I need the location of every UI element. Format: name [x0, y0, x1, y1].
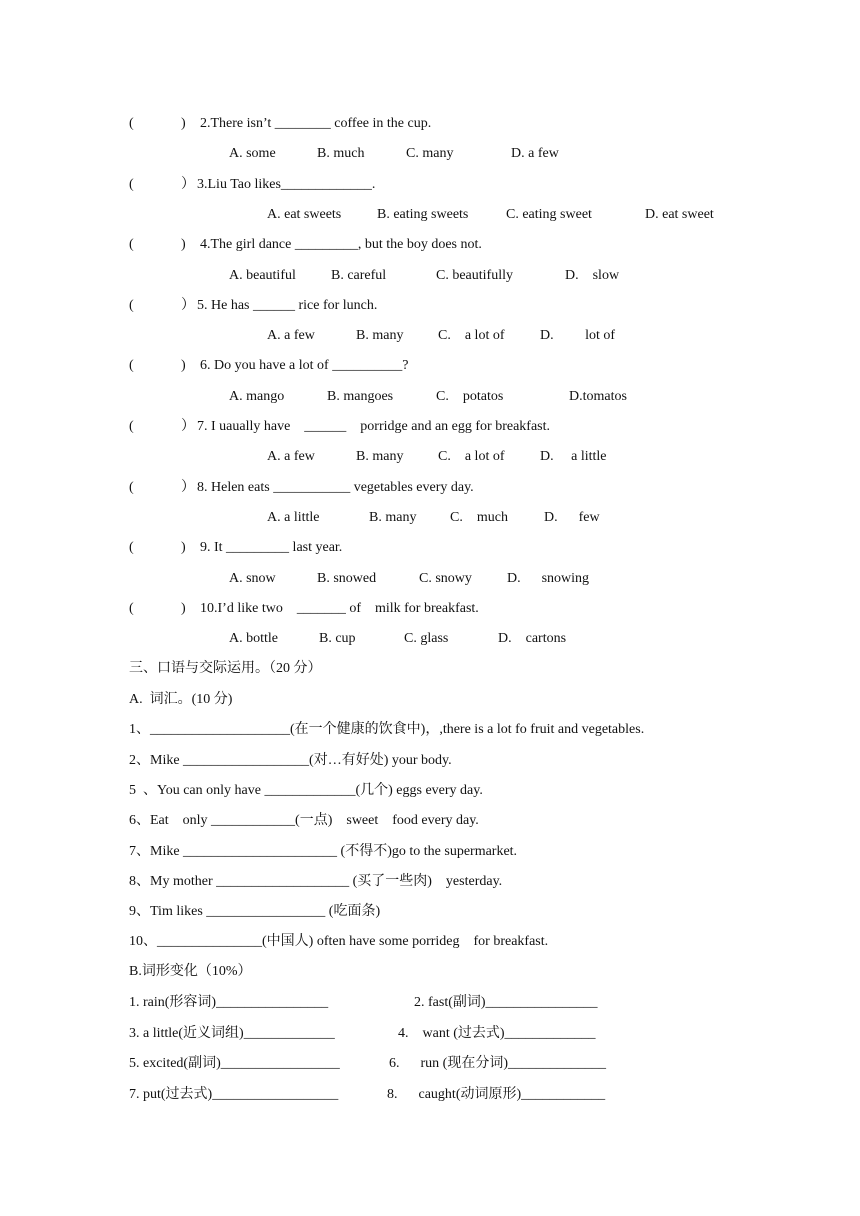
wordform-item: 4. want (过去式)_____________ [398, 1026, 596, 1041]
option: C. a lot of [438, 328, 505, 343]
option: D. cartons [498, 631, 567, 646]
option: C. many [406, 146, 454, 161]
option: A. a few [267, 449, 315, 464]
option: C. beautifully [436, 268, 513, 283]
option: B. careful [331, 268, 387, 283]
option: D. slow [565, 268, 620, 283]
option: D. few [544, 510, 600, 525]
option: B. many [356, 328, 404, 343]
question-stem: 6. Do you have a lot of __________? [200, 358, 409, 373]
vocab-item: 2、Mike __________________(对…有好处) your body. [129, 753, 452, 768]
answer-paren-open: ( [129, 419, 134, 434]
question-stem: 4.The girl dance _________, but the boy does not. [200, 237, 482, 252]
wordform-item: 2. fast(副词)________________ [414, 995, 598, 1010]
option: B. much [317, 146, 365, 161]
answer-paren-open: ( [129, 237, 134, 252]
option: A. a little [267, 510, 320, 525]
option: C. potatos [436, 389, 504, 404]
question-stem: 7. I uaually have ______ porridge and an egg for breakfast. [197, 419, 550, 434]
option: C. eating sweet [506, 207, 592, 222]
wordform-item: 3. a little(近义词组)_____________ [129, 1026, 335, 1041]
option: A. eat sweets [267, 207, 342, 222]
vocab-item: 9、Tim likes _________________ (吃面条) [129, 904, 381, 919]
answer-paren-open: ( [129, 177, 134, 192]
vocab-item: 1、____________________(在一个健康的饮食中)，,there is a lot fo fruit and vegetables. [129, 722, 645, 737]
question-stem: 5. He has ______ rice for lunch. [197, 298, 378, 313]
option: C. snowy [419, 571, 472, 586]
wordform-item: 6. run (现在分词)______________ [389, 1056, 606, 1071]
option: B. eating sweets [377, 207, 469, 222]
option: D. eat sweet [645, 207, 714, 222]
answer-paren-open: ( [129, 480, 134, 495]
answer-paren-close: ) [181, 358, 186, 373]
wordform-item: 1. rain(形容词)________________ [129, 995, 329, 1010]
option: A. a few [267, 328, 315, 343]
answer-paren-close: ) [181, 601, 186, 616]
option: A. some [229, 146, 276, 161]
part-b-title: B.词形变化（10%） [129, 964, 252, 979]
part-a-title: A. 词汇。(10 分) [129, 692, 233, 707]
wordform-item: 5. excited(副词)_________________ [129, 1056, 340, 1071]
vocab-item: 5 、You can only have _____________(几个) eggs every day. [129, 783, 483, 798]
question-stem: 9. It _________ last year. [200, 540, 343, 555]
answer-paren-open: ( [129, 358, 134, 373]
option: B. mangoes [327, 389, 394, 404]
answer-paren-close: ) [181, 540, 186, 555]
option: D. lot of [540, 328, 616, 343]
option: B. cup [319, 631, 356, 646]
vocab-item: 8、My mother ___________________ (买了一些肉) yesterday. [129, 874, 503, 889]
question-stem: 10.I’d like two _______ of milk for breakfast. [200, 601, 479, 616]
option: C. much [450, 510, 508, 525]
option: B. many [369, 510, 417, 525]
answer-paren-close: ) [181, 237, 186, 252]
answer-paren-open: ( [129, 116, 134, 131]
option: D.tomatos [569, 389, 627, 404]
option: D. snowing [507, 571, 590, 586]
option: B. snowed [317, 571, 377, 586]
vocab-item: 6、Eat only ____________(一点) sweet food every day. [129, 813, 479, 828]
answer-paren-open: ( [129, 298, 134, 313]
option: A. mango [229, 389, 285, 404]
answer-paren-close: ) [181, 116, 186, 131]
option: A. beautiful [229, 268, 296, 283]
answer-paren-close: ） [181, 419, 195, 434]
section-title: 三、口语与交际运用。（20 分） [129, 661, 322, 676]
option: A. bottle [229, 631, 278, 646]
vocab-item: 7、Mike ______________________ (不得不)go to the supermarket. [129, 844, 518, 859]
wordform-item: 8. caught(动词原形)____________ [387, 1087, 606, 1102]
answer-paren-close: ） [181, 177, 195, 192]
question-stem: 2.There isn’t ________ coffee in the cup. [200, 116, 432, 131]
answer-paren-open: ( [129, 540, 134, 555]
option: A. snow [229, 571, 276, 586]
question-stem: 8. Helen eats ___________ vegetables every day. [197, 480, 474, 495]
option: B. many [356, 449, 404, 464]
option: C. glass [404, 631, 449, 646]
option: C. a lot of [438, 449, 505, 464]
answer-paren-close: ） [181, 298, 195, 313]
question-stem: 3.Liu Tao likes_____________. [197, 177, 376, 192]
wordform-item: 7. put(过去式)__________________ [129, 1087, 339, 1102]
answer-paren-open: ( [129, 601, 134, 616]
answer-paren-close: ） [181, 480, 195, 495]
vocab-item: 10、_______________(中国人) often have some porrideg for breakfast. [129, 934, 549, 949]
option: D. a few [511, 146, 559, 161]
option: D. a little [540, 449, 607, 464]
